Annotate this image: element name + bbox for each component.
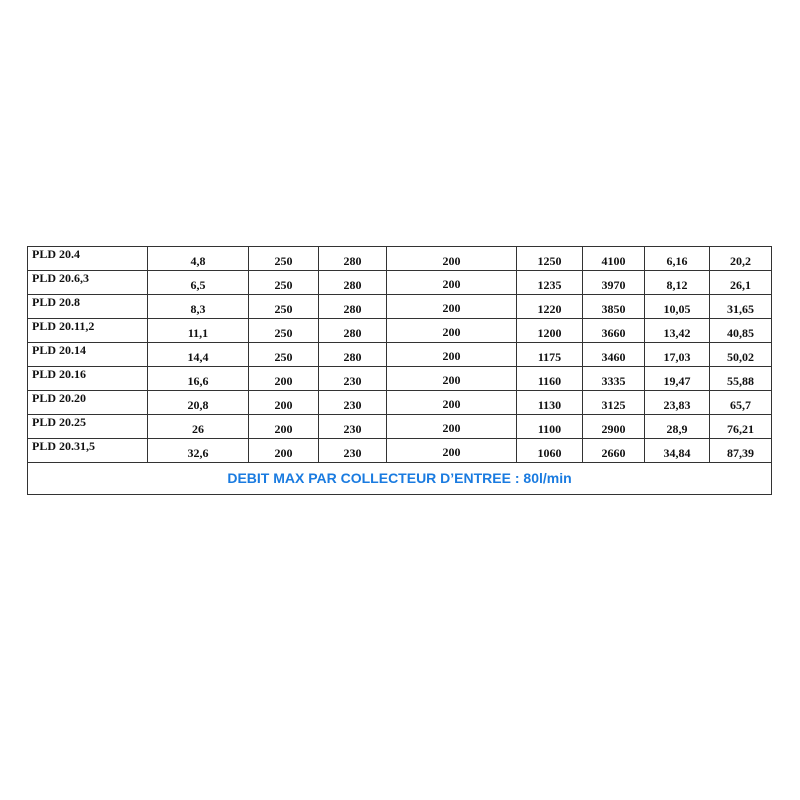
value-7-cell: 6,16 — [645, 247, 710, 271]
value-1-cell: 11,1 — [148, 319, 249, 343]
value-2-cell: 250 — [249, 295, 319, 319]
value-4-cell: 200 — [387, 295, 517, 319]
value-4-cell: 200 — [387, 391, 517, 415]
value-6-cell: 3125 — [583, 391, 645, 415]
value-7-cell: 13,42 — [645, 319, 710, 343]
value-6-cell: 2660 — [583, 439, 645, 463]
spec-table-body — [28, 247, 772, 495]
value-1-cell: 6,5 — [148, 271, 249, 295]
spec-table — [27, 246, 772, 495]
value-1-cell: 32,6 — [148, 439, 249, 463]
table-row — [28, 295, 772, 319]
value-8-cell: 40,85 — [710, 319, 772, 343]
model-name-cell: PLD 20.6,3 — [28, 271, 148, 295]
value-5-cell: 1130 — [517, 391, 583, 415]
value-5-cell: 1200 — [517, 319, 583, 343]
value-4-cell: 200 — [387, 367, 517, 391]
value-3-cell: 280 — [319, 343, 387, 367]
value-7-cell: 23,83 — [645, 391, 710, 415]
model-name-cell: PLD 20.25 — [28, 415, 148, 439]
value-1-cell: 20,8 — [148, 391, 249, 415]
value-3-cell: 230 — [319, 367, 387, 391]
table-row — [28, 439, 772, 463]
value-5-cell: 1060 — [517, 439, 583, 463]
value-8-cell: 26,1 — [710, 271, 772, 295]
value-8-cell: 76,21 — [710, 415, 772, 439]
model-name-cell: PLD 20.16 — [28, 367, 148, 391]
value-3-cell: 280 — [319, 295, 387, 319]
value-7-cell: 8,12 — [645, 271, 710, 295]
value-2-cell: 200 — [249, 439, 319, 463]
value-2-cell: 250 — [249, 271, 319, 295]
footer-row — [28, 463, 772, 495]
model-name-cell: PLD 20.20 — [28, 391, 148, 415]
value-4-cell: 200 — [387, 271, 517, 295]
value-1-cell: 4,8 — [148, 247, 249, 271]
value-6-cell: 3460 — [583, 343, 645, 367]
value-6-cell: 3660 — [583, 319, 645, 343]
value-4-cell: 200 — [387, 343, 517, 367]
value-2-cell: 250 — [249, 319, 319, 343]
value-1-cell: 16,6 — [148, 367, 249, 391]
value-7-cell: 28,9 — [645, 415, 710, 439]
value-3-cell: 230 — [319, 391, 387, 415]
value-3-cell: 280 — [319, 271, 387, 295]
value-4-cell: 200 — [387, 319, 517, 343]
value-6-cell: 4100 — [583, 247, 645, 271]
value-3-cell: 230 — [319, 439, 387, 463]
value-7-cell: 17,03 — [645, 343, 710, 367]
value-5-cell: 1220 — [517, 295, 583, 319]
spec-table-container — [27, 246, 771, 495]
value-1-cell: 8,3 — [148, 295, 249, 319]
value-7-cell: 10,05 — [645, 295, 710, 319]
value-8-cell: 50,02 — [710, 343, 772, 367]
value-6-cell: 3970 — [583, 271, 645, 295]
value-3-cell: 230 — [319, 415, 387, 439]
value-3-cell: 280 — [319, 247, 387, 271]
value-4-cell: 200 — [387, 439, 517, 463]
model-name-cell: PLD 20.31,5 — [28, 439, 148, 463]
table-row — [28, 343, 772, 367]
value-4-cell: 200 — [387, 247, 517, 271]
value-5-cell: 1235 — [517, 271, 583, 295]
value-6-cell: 3850 — [583, 295, 645, 319]
value-1-cell: 26 — [148, 415, 249, 439]
table-row — [28, 367, 772, 391]
value-8-cell: 87,39 — [710, 439, 772, 463]
table-row — [28, 247, 772, 271]
value-6-cell: 2900 — [583, 415, 645, 439]
value-8-cell: 65,7 — [710, 391, 772, 415]
value-5-cell: 1160 — [517, 367, 583, 391]
value-5-cell: 1175 — [517, 343, 583, 367]
value-3-cell: 280 — [319, 319, 387, 343]
value-2-cell: 200 — [249, 367, 319, 391]
value-2-cell: 250 — [249, 343, 319, 367]
table-row — [28, 391, 772, 415]
table-row — [28, 415, 772, 439]
value-6-cell: 3335 — [583, 367, 645, 391]
value-5-cell: 1100 — [517, 415, 583, 439]
model-name-cell: PLD 20.4 — [28, 247, 148, 271]
value-7-cell: 34,84 — [645, 439, 710, 463]
value-2-cell: 200 — [249, 415, 319, 439]
value-2-cell: 250 — [249, 247, 319, 271]
max-flow-note: DEBIT MAX PAR COLLECTEUR D’ENTREE : 80l/min — [28, 463, 772, 495]
value-4-cell: 200 — [387, 415, 517, 439]
value-8-cell: 31,65 — [710, 295, 772, 319]
value-5-cell: 1250 — [517, 247, 583, 271]
value-1-cell: 14,4 — [148, 343, 249, 367]
table-row — [28, 271, 772, 295]
model-name-cell: PLD 20.11,2 — [28, 319, 148, 343]
value-7-cell: 19,47 — [645, 367, 710, 391]
value-8-cell: 55,88 — [710, 367, 772, 391]
table-row — [28, 319, 772, 343]
value-2-cell: 200 — [249, 391, 319, 415]
value-8-cell: 20,2 — [710, 247, 772, 271]
model-name-cell: PLD 20.14 — [28, 343, 148, 367]
model-name-cell: PLD 20.8 — [28, 295, 148, 319]
